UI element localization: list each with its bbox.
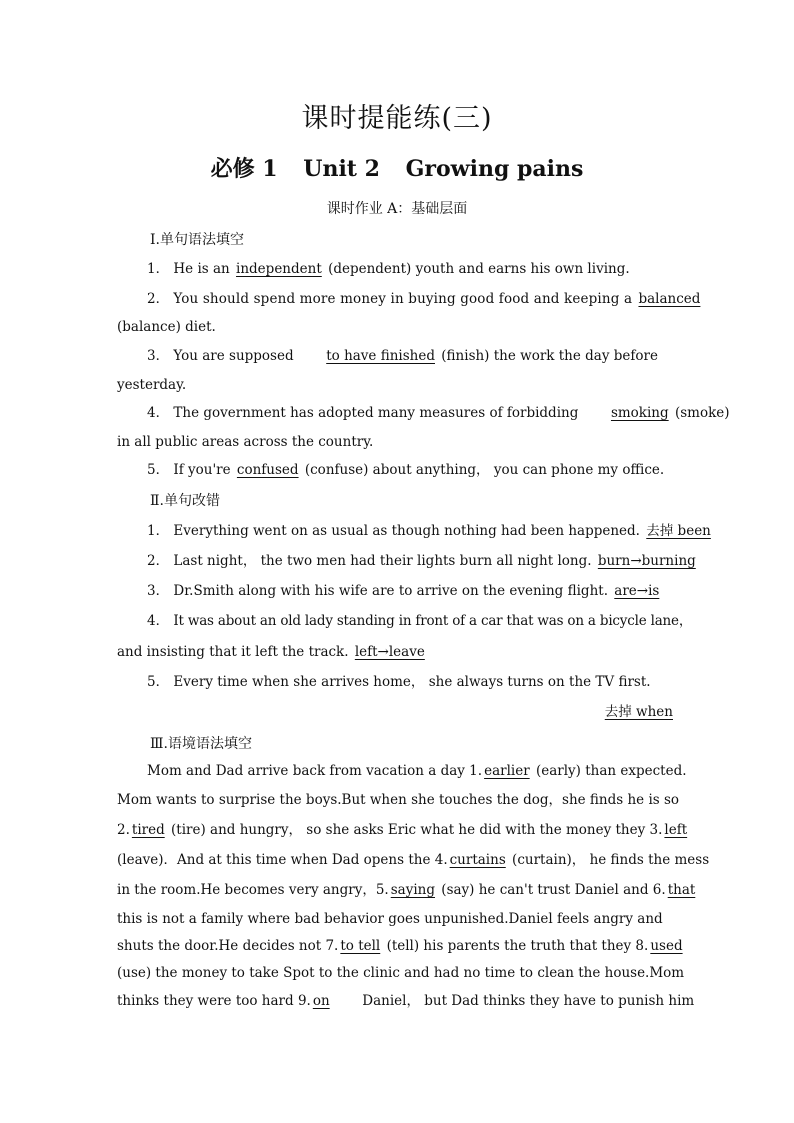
question-text: (dependent) youth and earns his own living.	[328, 261, 630, 277]
answer: saying	[390, 882, 435, 898]
passage-text: thinks they were too hard 9.	[117, 993, 311, 1009]
answer: to have finished	[326, 348, 435, 364]
question-number: 3．	[147, 348, 170, 364]
s1-q2-cont: (balance) diet.	[117, 319, 216, 335]
answer: curtains	[449, 852, 506, 868]
s3-line4	[117, 850, 710, 870]
passage-text: (tell) his parents the truth that they 8.	[386, 938, 649, 954]
s1-q1	[147, 259, 677, 279]
answer: confused	[236, 462, 299, 478]
s1-q3-cont: yesterday.	[117, 377, 187, 393]
question-number: 5．	[147, 674, 170, 690]
unit-subtitle	[0, 152, 794, 183]
s1-q4	[147, 403, 730, 423]
question-number: 1．	[147, 523, 170, 539]
passage-text: (leave)．And at this time when Dad opens the 4.	[117, 852, 448, 868]
question-text: and insisting that it left the track.	[117, 644, 349, 660]
question-text: It was about an old lady standing in front of a car that was on a bicycle lane，	[173, 613, 693, 629]
passage-text: (curtain)， he finds the mess	[512, 852, 710, 868]
answer: independent	[236, 261, 322, 277]
s3-line3	[117, 820, 688, 840]
passage-text: (tire) and hungry， so she asks Eric what he did with the money they 3.	[171, 822, 663, 838]
answer: left	[664, 822, 688, 838]
s2-q5-answer-line	[117, 702, 675, 722]
s2-q3	[147, 581, 677, 601]
answer: to tell	[340, 938, 381, 954]
question-number: 3．	[147, 583, 170, 599]
answer: 去掉 been	[646, 523, 711, 539]
answer: 去掉 when	[604, 704, 673, 720]
answer: burn→burning	[597, 553, 696, 569]
lesson-label: 课时作业 A：基础层面	[326, 201, 468, 217]
question-number: 2．	[147, 553, 170, 569]
answer: earlier	[484, 763, 530, 779]
question-number: 4．	[147, 613, 170, 629]
answer: left→leave	[354, 644, 425, 660]
question-text: Every time when she arrives home， she always turns on the TV first.	[173, 674, 651, 690]
question-text: (smoke)	[674, 405, 730, 421]
question-number: 2．	[147, 291, 170, 307]
s3-line5	[117, 880, 696, 900]
s3-line1	[147, 761, 687, 781]
question-text: Last night， the two men had their lights burn all night long.	[173, 553, 592, 569]
section1-heading: Ⅰ.单句语法填空	[150, 232, 244, 248]
question-text: He is an	[173, 261, 230, 277]
question-text: If you're	[173, 462, 231, 478]
s2-q4	[147, 611, 693, 631]
question-number: 1．	[147, 261, 170, 277]
question-text: You should spend more money in buying good food and keeping a	[173, 291, 633, 307]
answer: on	[312, 993, 330, 1009]
passage-text: 2.	[117, 822, 130, 838]
answer: balanced	[638, 291, 701, 307]
question-text: Dr.Smith along with his wife are to arrive on the evening flight.	[173, 583, 608, 599]
s3-line7	[117, 936, 683, 956]
passage-text: (say) he can't trust Daniel and 6.	[441, 882, 666, 898]
question-number: 5．	[147, 462, 170, 478]
topic-label: Growing pains	[405, 156, 584, 182]
question-number: 4．	[147, 405, 170, 421]
section2-heading: Ⅱ.单句改错	[150, 493, 220, 509]
s2-q4-cont	[117, 642, 677, 662]
s1-q5	[147, 460, 677, 480]
s3-line2: Mom wants to surprise the boys.But when she touches the dog，she finds he is so	[117, 792, 680, 808]
page-title: 课时提能练(三)	[301, 103, 493, 134]
answer: used	[650, 938, 683, 954]
question-text: Everything went on as usual as though nothing had been happened.	[173, 523, 640, 539]
passage-text: Mom and Dad arrive back from vacation a day 1.	[147, 763, 483, 779]
section3-heading: Ⅲ.语境语法填空	[150, 736, 252, 752]
passage-text: (early) than expected.	[535, 763, 687, 779]
s1-q4-cont: in all public areas across the country.	[117, 434, 374, 450]
s2-q1	[147, 521, 711, 541]
question-text: (finish) the work the day before	[441, 348, 658, 364]
question-text: (confuse) about anything， you can phone my office.	[304, 462, 665, 478]
passage-text: shuts the door.He decides not 7.	[117, 938, 339, 954]
answer: smoking	[610, 405, 669, 421]
s2-q2	[147, 551, 696, 571]
s3-line8: (use) the money to take Spot to the clinic and had no time to clean the house.Mom	[117, 965, 685, 981]
answer: tired	[131, 822, 165, 838]
question-text: You are supposed	[173, 348, 294, 364]
answer: are→is	[614, 583, 660, 599]
s2-q5	[147, 672, 677, 692]
book-label: 必修 1	[210, 156, 278, 182]
s1-q3	[147, 346, 677, 366]
passage-text: Daniel， but Dad thinks they have to punish him	[362, 993, 695, 1009]
answer: that	[667, 882, 696, 898]
passage-text: in the room.He becomes very angry，5.	[117, 882, 389, 898]
question-text: The government has adopted many measures of forbidding	[173, 405, 579, 421]
s3-line9	[117, 991, 695, 1011]
unit-label: Unit 2	[303, 156, 380, 182]
s3-line6: this is not a family where bad behavior goes unpunished.Daniel feels angry and	[117, 911, 663, 927]
s1-q2	[147, 289, 701, 309]
